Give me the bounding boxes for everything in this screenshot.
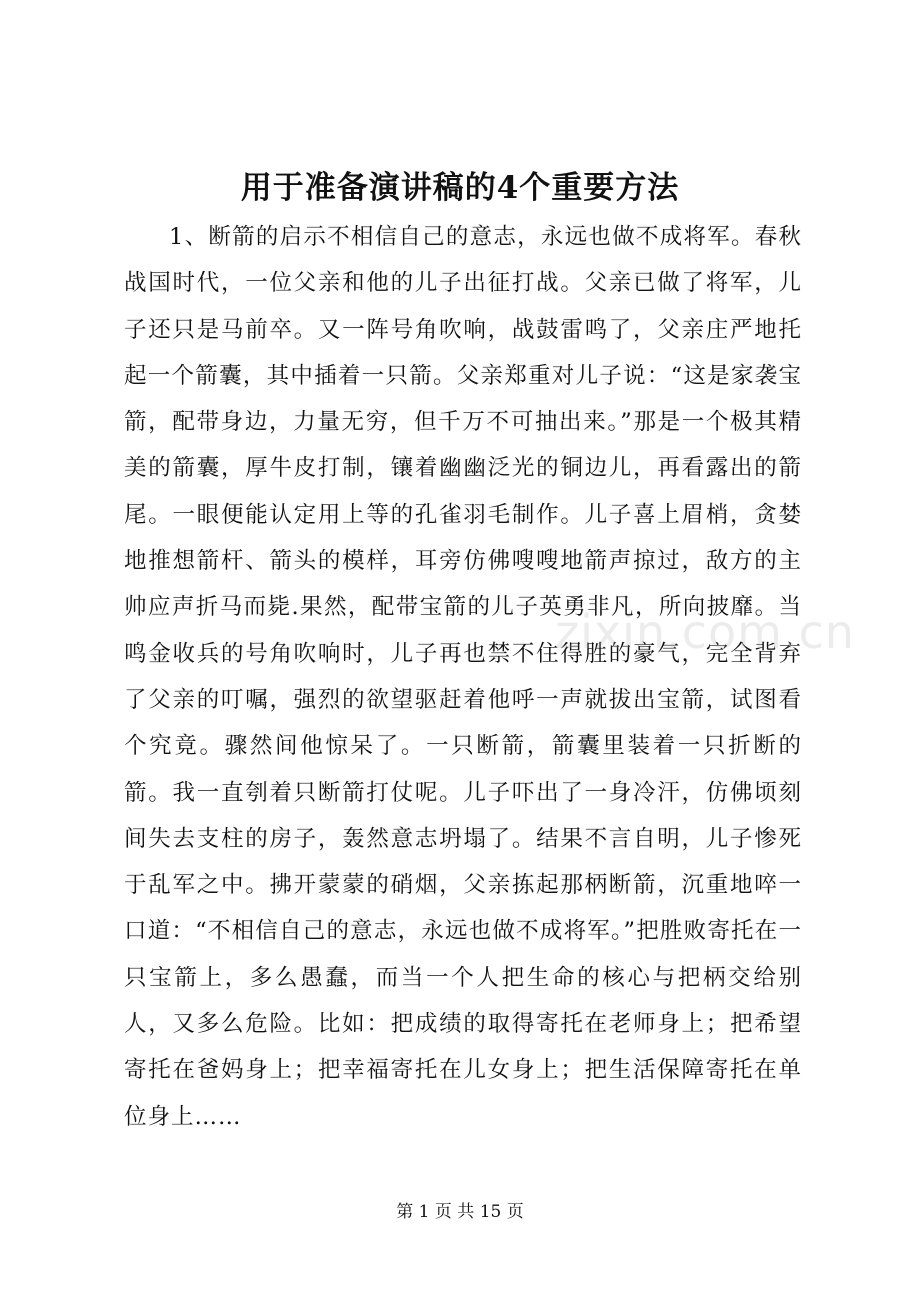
watermark: zixin.com.cn xyxy=(555,605,856,659)
body-paragraph: 1、断箭的启示不相信自己的意志，永远也做不成将军。春秋战国时代，一位父亲和他的儿子出征打战。父亲已做了将军，儿子还只是马前卒。又一阵号角吹响，战鼓雷鸣了，父亲庄严地托起一个箭囊，其中插着一只箭。父亲郑重对儿子说：“这是家袭宝箭，配带身边，力量无穷，但千万不可抽出来。”那是一个极其精美的箭囊，厚牛皮打制，镶着幽幽泛光的铜边儿，再看露出的箭尾。一眼便能认定用上等的孔雀羽毛制作。儿子喜上眉梢，贪婪地推想箭杆、箭头的模样，耳旁仿佛嗖嗖地箭声掠过，敌方的主帅应声折马而毙.果然，配带宝箭的儿子英勇非凡，所向披靡。当鸣金收兵的号角吹响时，儿子再也禁不住得胜的豪气，完全背弃了父亲的叮嘱，强烈的欲望驱赶着他呼一声就拔出宝箭，试图看个究竟。骤然间他惊呆了。一只断箭，箭囊里装着一只折断的箭。我一直刳着只断箭打仗呢。儿子吓出了一身冷汗，仿佛顷刻间失去支柱的房子，轰然意志坍塌了。结果不言自明，儿子惨死于乱军之中。拂开蒙蒙的硝烟，父亲拣起那柄断箭，沉重地啐一口道：“不相信自己的意志，永远也做不成将军。”把胜败寄托在一只宝箭上，多么愚蠢，而当一个人把生命的核心与把柄交给别人，又多么危险。比如：把成绩的取得寄托在老师身上；把希望寄托在爸妈身上；把幸福寄托在儿女身上；把生活保障寄托在单位身上…… xyxy=(124,224,802,1130)
page-footer: 第 1 页 共 15 页 xyxy=(396,1202,524,1222)
document-title: 用于准备演讲稿的4个重要方法 xyxy=(240,170,680,206)
